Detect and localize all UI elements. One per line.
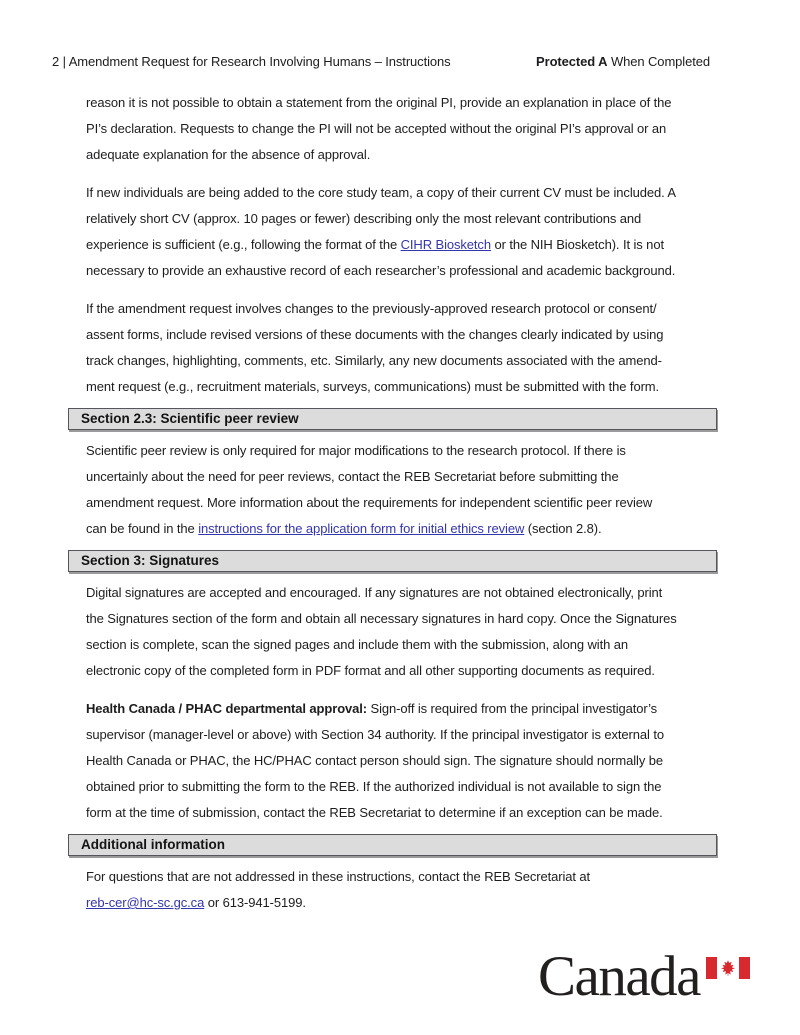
text-segment: can be found in the: [86, 521, 199, 536]
text-line: [86, 464, 652, 490]
text-line: [86, 516, 652, 542]
text-line: [86, 722, 664, 748]
paragraph: [86, 696, 664, 826]
protective-marking-level: Protected A: [536, 54, 608, 69]
section-header-additional-information: [68, 834, 717, 856]
reb-email-link[interactable]: reb-cer@hc-sc.gc.ca: [86, 895, 205, 910]
text-segment: experience is sufficient (e.g., following the format of the: [86, 237, 401, 252]
text-segment: adequate explanation for the absence of approval.: [86, 147, 371, 162]
canada-wordmark-text: Canada: [538, 945, 700, 1008]
text-line: [86, 206, 676, 232]
text-line: [86, 632, 677, 658]
text-line: [86, 658, 677, 684]
text-line: [86, 116, 671, 142]
text-segment: If the amendment request involves changes to the previously-approved research protocol or consent/: [86, 301, 657, 316]
text-line: [86, 348, 663, 374]
text-segment: Scientific peer review is only required for major modifications to the research protocol. If there is: [86, 443, 626, 458]
canada-wordmark: [538, 945, 700, 1008]
section-header-label: Additional information: [81, 837, 225, 852]
text-segment: Digital signatures are accepted and encouraged. If any signatures are not obtained electronically, print: [86, 585, 663, 600]
text-segment: PI’s declaration. Requests to change the PI will not be accepted without the original PI’s approval or an: [86, 121, 667, 136]
protective-marking: [536, 54, 710, 69]
text-line: [86, 232, 676, 258]
text-segment: ment request (e.g., recruitment materials, surveys, communications) must be submitted with the form.: [86, 379, 660, 394]
text-segment: assent forms, include revised versions of these documents with the changes clearly indicated by using: [86, 327, 664, 342]
text-segment: the Signatures section of the form and obtain all necessary signatures in hard copy. Once the Signatures: [86, 611, 677, 626]
text-line: [86, 580, 677, 606]
paragraph: [86, 864, 590, 916]
text-segment: If new individuals are being added to the core study team, a copy of their current CV must be included. A: [86, 185, 677, 200]
document-content: [81, 90, 717, 928]
text-segment: track changes, highlighting, comments, etc. Similarly, any new documents associated with the amend-: [86, 353, 662, 368]
paragraph: [86, 180, 676, 284]
page-header: [52, 54, 710, 69]
header-page-title: 2 | Amendment Request for Research Involving Humans – Instructions: [52, 54, 451, 69]
text-line: [86, 774, 664, 800]
section-header-label: Section 3: Signatures: [81, 553, 220, 568]
text-segment: section is complete, scan the signed pages and include them with the submission, along with an: [86, 637, 628, 652]
section-header-signatures: [68, 550, 717, 572]
text-line: [86, 748, 664, 774]
text-line: [86, 258, 676, 284]
text-segment: amendment request. More information about the requirements for independent scientific peer review: [86, 495, 653, 510]
text-segment: obtained prior to submitting the form to the REB. If the authorized individual is not available to sign the: [86, 779, 662, 794]
text-line: [86, 180, 676, 206]
text-segment: or the NIH Biosketch). It is not: [490, 237, 664, 252]
initial-ethics-review-link[interactable]: instructions for the application form for initial ethics review: [198, 521, 525, 536]
paragraph: [86, 90, 671, 168]
text-segment: Health Canada / PHAC departmental approval:: [86, 701, 368, 716]
text-segment: For questions that are not addressed in these instructions, contact the REB Secretariat at: [86, 869, 591, 884]
paragraph: [86, 580, 677, 684]
cihr-biosketch-link[interactable]: CIHR Biosketch: [400, 237, 491, 252]
text-segment: reason it is not possible to obtain a statement from the original PI, provide an explanation in place of the: [86, 95, 672, 110]
protective-marking-suffix: When Completed: [607, 54, 710, 69]
text-line: [86, 142, 671, 168]
text-segment: form at the time of submission, contact the REB Secretariat to determine if an exception can be made.: [86, 805, 663, 820]
text-line: [86, 490, 652, 516]
text-line: [86, 296, 663, 322]
section-header-label: Section 2.3: Scientific peer review: [81, 411, 299, 426]
text-segment: or 613-941-5199.: [204, 895, 306, 910]
text-segment: necessary to provide an exhaustive record of each researcher’s professional and academic background.: [86, 263, 676, 278]
paragraph: [86, 438, 652, 542]
text-segment: Health Canada or PHAC, the HC/PHAC contact person should sign. The signature should normally be: [86, 753, 664, 768]
text-segment: uncertainly about the need for peer reviews, contact the REB Secretariat before submitting the: [86, 469, 619, 484]
section-header-scientific-peer-review: [68, 408, 717, 430]
text-segment: supervisor (manager-level or above) with Section 34 authority. If the principal investigator is external to: [86, 727, 664, 742]
paragraph: [86, 296, 663, 400]
text-line: [86, 322, 663, 348]
text-line: [86, 890, 590, 916]
text-segment: relatively short CV (approx. 10 pages or fewer) describing only the most relevant contributions and: [86, 211, 642, 226]
text-line: [86, 864, 590, 890]
text-segment: (section 2.8).: [524, 521, 602, 536]
text-segment: Sign-off is required from the principal investigator’s: [367, 701, 658, 716]
text-line: [86, 606, 677, 632]
text-line: [86, 374, 663, 400]
text-line: [86, 696, 664, 722]
text-segment: electronic copy of the completed form in PDF format and all other supporting documents as required.: [86, 663, 655, 678]
text-line: [86, 800, 664, 826]
text-line: [86, 438, 652, 464]
canada-flag-icon: [705, 957, 751, 979]
text-line: [86, 90, 671, 116]
